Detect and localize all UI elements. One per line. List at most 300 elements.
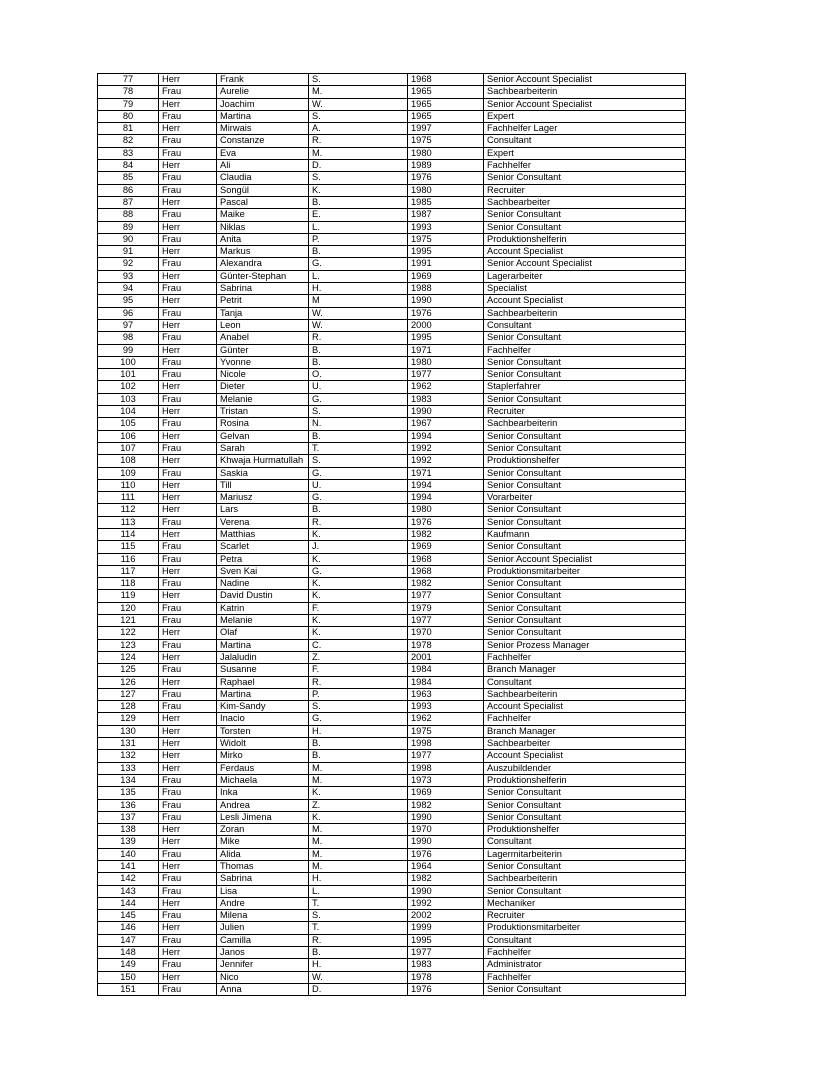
birth-year-cell: 1971 xyxy=(408,344,484,356)
position-cell: Account Specialist xyxy=(484,246,686,258)
salutation-cell: Frau xyxy=(159,873,217,885)
salutation-cell: Frau xyxy=(159,147,217,159)
salutation-cell: Frau xyxy=(159,369,217,381)
birth-year-cell: 1994 xyxy=(408,492,484,504)
position-cell: Administrator xyxy=(484,959,686,971)
position-cell: Branch Manager xyxy=(484,725,686,737)
last-name-initial-cell: G. xyxy=(309,258,408,270)
birth-year-cell: 1970 xyxy=(408,824,484,836)
birth-year-cell: 1967 xyxy=(408,418,484,430)
salutation-cell: Herr xyxy=(159,492,217,504)
last-name-initial-cell: M. xyxy=(309,848,408,860)
salutation-cell: Herr xyxy=(159,270,217,282)
row-number-cell: 124 xyxy=(98,651,159,663)
last-name-initial-cell: W. xyxy=(309,98,408,110)
first-name-cell: Anabel xyxy=(217,332,309,344)
position-cell: Branch Manager xyxy=(484,664,686,676)
position-cell: Consultant xyxy=(484,676,686,688)
position-cell: Sachbearbeiter xyxy=(484,196,686,208)
row-number-cell: 82 xyxy=(98,135,159,147)
salutation-cell: Frau xyxy=(159,934,217,946)
birth-year-cell: 1995 xyxy=(408,934,484,946)
last-name-initial-cell: G. xyxy=(309,393,408,405)
table-row xyxy=(98,406,686,418)
row-number-cell: 122 xyxy=(98,627,159,639)
position-cell: Consultant xyxy=(484,934,686,946)
first-name-cell: Tanja xyxy=(217,307,309,319)
table-row xyxy=(98,319,686,331)
birth-year-cell: 1979 xyxy=(408,602,484,614)
position-cell: Senior Consultant xyxy=(484,332,686,344)
birth-year-cell: 1990 xyxy=(408,295,484,307)
position-cell: Fachhelfer Lager xyxy=(484,123,686,135)
salutation-cell: Herr xyxy=(159,98,217,110)
table-row xyxy=(98,455,686,467)
table-row xyxy=(98,492,686,504)
last-name-initial-cell: K. xyxy=(309,184,408,196)
last-name-initial-cell: U. xyxy=(309,479,408,491)
table-row xyxy=(98,295,686,307)
last-name-initial-cell: G. xyxy=(309,492,408,504)
row-number-cell: 89 xyxy=(98,221,159,233)
table-row xyxy=(98,713,686,725)
birth-year-cell: 1984 xyxy=(408,676,484,688)
first-name-cell: Michaela xyxy=(217,774,309,786)
salutation-cell: Herr xyxy=(159,196,217,208)
table-row xyxy=(98,627,686,639)
first-name-cell: Janos xyxy=(217,947,309,959)
position-cell: Senior Consultant xyxy=(484,541,686,553)
salutation-cell: Herr xyxy=(159,344,217,356)
table-row xyxy=(98,565,686,577)
first-name-cell: Ali xyxy=(217,160,309,172)
row-number-cell: 123 xyxy=(98,639,159,651)
table-row xyxy=(98,615,686,627)
position-cell: Account Specialist xyxy=(484,295,686,307)
birth-year-cell: 1976 xyxy=(408,516,484,528)
position-cell: Senior Consultant xyxy=(484,885,686,897)
birth-year-cell: 1993 xyxy=(408,701,484,713)
position-cell: Senior Consultant xyxy=(484,172,686,184)
salutation-cell: Frau xyxy=(159,442,217,454)
last-name-initial-cell: S. xyxy=(309,455,408,467)
position-cell: Senior Consultant xyxy=(484,356,686,368)
birth-year-cell: 1969 xyxy=(408,270,484,282)
salutation-cell: Frau xyxy=(159,787,217,799)
row-number-cell: 83 xyxy=(98,147,159,159)
salutation-cell: Frau xyxy=(159,110,217,122)
table-row xyxy=(98,258,686,270)
birth-year-cell: 1977 xyxy=(408,590,484,602)
salutation-cell: Herr xyxy=(159,528,217,540)
birth-year-cell: 1978 xyxy=(408,971,484,983)
table-row xyxy=(98,381,686,393)
salutation-cell: Frau xyxy=(159,418,217,430)
first-name-cell: Scarlet xyxy=(217,541,309,553)
first-name-cell: Inka xyxy=(217,787,309,799)
position-cell: Recruiter xyxy=(484,910,686,922)
row-number-cell: 98 xyxy=(98,332,159,344)
table-row xyxy=(98,74,686,86)
first-name-cell: Joachim xyxy=(217,98,309,110)
position-cell: Senior Consultant xyxy=(484,467,686,479)
first-name-cell: Inacio xyxy=(217,713,309,725)
first-name-cell: Torsten xyxy=(217,725,309,737)
row-number-cell: 78 xyxy=(98,86,159,98)
salutation-cell: Frau xyxy=(159,209,217,221)
table-row xyxy=(98,516,686,528)
first-name-cell: Anna xyxy=(217,983,309,995)
table-row xyxy=(98,270,686,282)
birth-year-cell: 1976 xyxy=(408,848,484,860)
table-row xyxy=(98,196,686,208)
row-number-cell: 149 xyxy=(98,959,159,971)
birth-year-cell: 1982 xyxy=(408,578,484,590)
last-name-initial-cell: K. xyxy=(309,615,408,627)
row-number-cell: 99 xyxy=(98,344,159,356)
position-cell: Sachbearbeiterin xyxy=(484,86,686,98)
first-name-cell: Julien xyxy=(217,922,309,934)
last-name-initial-cell: M. xyxy=(309,824,408,836)
salutation-cell: Herr xyxy=(159,590,217,602)
row-number-cell: 105 xyxy=(98,418,159,430)
salutation-cell: Frau xyxy=(159,184,217,196)
position-cell: Senior Account Specialist xyxy=(484,553,686,565)
table-row xyxy=(98,123,686,135)
salutation-cell: Herr xyxy=(159,160,217,172)
salutation-cell: Herr xyxy=(159,406,217,418)
salutation-cell: Frau xyxy=(159,848,217,860)
row-number-cell: 116 xyxy=(98,553,159,565)
table-row xyxy=(98,344,686,356)
first-name-cell: Aurelie xyxy=(217,86,309,98)
salutation-cell: Frau xyxy=(159,774,217,786)
first-name-cell: Jalaludin xyxy=(217,651,309,663)
row-number-cell: 133 xyxy=(98,762,159,774)
birth-year-cell: 1990 xyxy=(408,885,484,897)
salutation-cell: Frau xyxy=(159,541,217,553)
row-number-cell: 90 xyxy=(98,233,159,245)
first-name-cell: Anita xyxy=(217,233,309,245)
birth-year-cell: 1969 xyxy=(408,787,484,799)
last-name-initial-cell: K. xyxy=(309,590,408,602)
salutation-cell: Herr xyxy=(159,762,217,774)
first-name-cell: Claudia xyxy=(217,172,309,184)
first-name-cell: Susanne xyxy=(217,664,309,676)
salutation-cell: Frau xyxy=(159,356,217,368)
birth-year-cell: 1982 xyxy=(408,873,484,885)
birth-year-cell: 1987 xyxy=(408,209,484,221)
first-name-cell: Niklas xyxy=(217,221,309,233)
row-number-cell: 91 xyxy=(98,246,159,258)
position-cell: Fachhelfer xyxy=(484,651,686,663)
position-cell: Senior Consultant xyxy=(484,442,686,454)
salutation-cell: Herr xyxy=(159,479,217,491)
position-cell: Senior Consultant xyxy=(484,221,686,233)
last-name-initial-cell: J. xyxy=(309,541,408,553)
birth-year-cell: 1978 xyxy=(408,639,484,651)
birth-year-cell: 1975 xyxy=(408,725,484,737)
table-row xyxy=(98,467,686,479)
salutation-cell: Frau xyxy=(159,639,217,651)
position-cell: Senior Prozess Manager xyxy=(484,639,686,651)
table-row xyxy=(98,824,686,836)
row-number-cell: 126 xyxy=(98,676,159,688)
position-cell: Fachhelfer xyxy=(484,713,686,725)
table-row xyxy=(98,184,686,196)
table-row xyxy=(98,651,686,663)
first-name-cell: Martina xyxy=(217,639,309,651)
row-number-cell: 121 xyxy=(98,615,159,627)
position-cell: Consultant xyxy=(484,135,686,147)
first-name-cell: Zoran xyxy=(217,824,309,836)
first-name-cell: Pascal xyxy=(217,196,309,208)
first-name-cell: Milena xyxy=(217,910,309,922)
birth-year-cell: 1968 xyxy=(408,553,484,565)
salutation-cell: Herr xyxy=(159,725,217,737)
last-name-initial-cell: H. xyxy=(309,873,408,885)
position-cell: Senior Consultant xyxy=(484,983,686,995)
table-row xyxy=(98,787,686,799)
last-name-initial-cell: M. xyxy=(309,147,408,159)
table-row xyxy=(98,479,686,491)
salutation-cell: Herr xyxy=(159,319,217,331)
first-name-cell: Jennifer xyxy=(217,959,309,971)
salutation-cell: Herr xyxy=(159,651,217,663)
last-name-initial-cell: T. xyxy=(309,442,408,454)
position-cell: Produktionshelferin xyxy=(484,774,686,786)
position-cell: Auszubildender xyxy=(484,762,686,774)
position-cell: Sachbearbeiterin xyxy=(484,307,686,319)
position-cell: Sachbearbeiterin xyxy=(484,688,686,700)
salutation-cell: Herr xyxy=(159,713,217,725)
first-name-cell: Tristan xyxy=(217,406,309,418)
position-cell: Senior Consultant xyxy=(484,615,686,627)
birth-year-cell: 1977 xyxy=(408,615,484,627)
position-cell: Senior Consultant xyxy=(484,787,686,799)
last-name-initial-cell: B. xyxy=(309,430,408,442)
table-row xyxy=(98,442,686,454)
birth-year-cell: 1998 xyxy=(408,762,484,774)
table-row xyxy=(98,922,686,934)
first-name-cell: Melanie xyxy=(217,393,309,405)
last-name-initial-cell: P. xyxy=(309,688,408,700)
position-cell: Senior Consultant xyxy=(484,479,686,491)
row-number-cell: 92 xyxy=(98,258,159,270)
position-cell: Senior Consultant xyxy=(484,861,686,873)
row-number-cell: 128 xyxy=(98,701,159,713)
salutation-cell: Herr xyxy=(159,971,217,983)
row-number-cell: 134 xyxy=(98,774,159,786)
salutation-cell: Herr xyxy=(159,922,217,934)
row-number-cell: 111 xyxy=(98,492,159,504)
salutation-cell: Frau xyxy=(159,811,217,823)
salutation-cell: Herr xyxy=(159,627,217,639)
birth-year-cell: 1977 xyxy=(408,947,484,959)
last-name-initial-cell: U. xyxy=(309,381,408,393)
last-name-initial-cell: B. xyxy=(309,750,408,762)
position-cell: Account Specialist xyxy=(484,750,686,762)
row-number-cell: 119 xyxy=(98,590,159,602)
birth-year-cell: 1988 xyxy=(408,283,484,295)
first-name-cell: Sven Kai xyxy=(217,565,309,577)
last-name-initial-cell: S. xyxy=(309,406,408,418)
table-row xyxy=(98,233,686,245)
last-name-initial-cell: W. xyxy=(309,971,408,983)
row-number-cell: 87 xyxy=(98,196,159,208)
last-name-initial-cell: K. xyxy=(309,553,408,565)
last-name-initial-cell: K. xyxy=(309,627,408,639)
row-number-cell: 96 xyxy=(98,307,159,319)
first-name-cell: David Dustin xyxy=(217,590,309,602)
row-number-cell: 147 xyxy=(98,934,159,946)
salutation-cell: Herr xyxy=(159,246,217,258)
row-number-cell: 129 xyxy=(98,713,159,725)
position-cell: Senior Account Specialist xyxy=(484,98,686,110)
position-cell: Senior Consultant xyxy=(484,516,686,528)
birth-year-cell: 1992 xyxy=(408,455,484,467)
first-name-cell: Olaf xyxy=(217,627,309,639)
row-number-cell: 125 xyxy=(98,664,159,676)
salutation-cell: Herr xyxy=(159,738,217,750)
position-cell: Fachhelfer xyxy=(484,971,686,983)
employee-table-body xyxy=(98,74,686,996)
position-cell: Senior Consultant xyxy=(484,811,686,823)
birth-year-cell: 1994 xyxy=(408,430,484,442)
last-name-initial-cell: D. xyxy=(309,983,408,995)
salutation-cell: Frau xyxy=(159,516,217,528)
position-cell: Senior Consultant xyxy=(484,393,686,405)
first-name-cell: Petra xyxy=(217,553,309,565)
row-number-cell: 114 xyxy=(98,528,159,540)
first-name-cell: Nico xyxy=(217,971,309,983)
birth-year-cell: 1968 xyxy=(408,565,484,577)
table-row xyxy=(98,774,686,786)
birth-year-cell: 1983 xyxy=(408,393,484,405)
table-row xyxy=(98,209,686,221)
last-name-initial-cell: D. xyxy=(309,160,408,172)
position-cell: Senior Consultant xyxy=(484,590,686,602)
position-cell: Lagermitarbeiterin xyxy=(484,848,686,860)
last-name-initial-cell: Z. xyxy=(309,799,408,811)
last-name-initial-cell: H. xyxy=(309,725,408,737)
salutation-cell: Frau xyxy=(159,885,217,897)
birth-year-cell: 2002 xyxy=(408,910,484,922)
row-number-cell: 138 xyxy=(98,824,159,836)
birth-year-cell: 2000 xyxy=(408,319,484,331)
position-cell: Senior Account Specialist xyxy=(484,258,686,270)
last-name-initial-cell: M. xyxy=(309,86,408,98)
salutation-cell: Frau xyxy=(159,688,217,700)
birth-year-cell: 1975 xyxy=(408,135,484,147)
birth-year-cell: 1976 xyxy=(408,172,484,184)
birth-year-cell: 1998 xyxy=(408,738,484,750)
table-row xyxy=(98,369,686,381)
last-name-initial-cell: C. xyxy=(309,639,408,651)
birth-year-cell: 1962 xyxy=(408,713,484,725)
birth-year-cell: 1980 xyxy=(408,504,484,516)
first-name-cell: Rosina xyxy=(217,418,309,430)
birth-year-cell: 1994 xyxy=(408,479,484,491)
row-number-cell: 93 xyxy=(98,270,159,282)
table-row xyxy=(98,676,686,688)
row-number-cell: 127 xyxy=(98,688,159,700)
position-cell: Produktionshelferin xyxy=(484,233,686,245)
birth-year-cell: 2001 xyxy=(408,651,484,663)
table-row xyxy=(98,307,686,319)
first-name-cell: Günter-Stephan xyxy=(217,270,309,282)
last-name-initial-cell: G. xyxy=(309,713,408,725)
position-cell: Sachbearbeiterin xyxy=(484,418,686,430)
row-number-cell: 141 xyxy=(98,861,159,873)
first-name-cell: Martina xyxy=(217,688,309,700)
position-cell: Recruiter xyxy=(484,184,686,196)
row-number-cell: 139 xyxy=(98,836,159,848)
table-row xyxy=(98,430,686,442)
first-name-cell: Maike xyxy=(217,209,309,221)
row-number-cell: 110 xyxy=(98,479,159,491)
row-number-cell: 86 xyxy=(98,184,159,196)
last-name-initial-cell: B. xyxy=(309,504,408,516)
birth-year-cell: 1970 xyxy=(408,627,484,639)
row-number-cell: 131 xyxy=(98,738,159,750)
position-cell: Senior Account Specialist xyxy=(484,74,686,86)
row-number-cell: 146 xyxy=(98,922,159,934)
last-name-initial-cell: B. xyxy=(309,947,408,959)
table-row xyxy=(98,811,686,823)
salutation-cell: Frau xyxy=(159,307,217,319)
last-name-initial-cell: P. xyxy=(309,233,408,245)
table-row xyxy=(98,738,686,750)
table-row xyxy=(98,393,686,405)
table-row xyxy=(98,861,686,873)
table-row xyxy=(98,356,686,368)
first-name-cell: Camilla xyxy=(217,934,309,946)
last-name-initial-cell: M. xyxy=(309,861,408,873)
first-name-cell: Sabrina xyxy=(217,873,309,885)
last-name-initial-cell: S. xyxy=(309,74,408,86)
last-name-initial-cell: K. xyxy=(309,811,408,823)
birth-year-cell: 1991 xyxy=(408,258,484,270)
first-name-cell: Songül xyxy=(217,184,309,196)
table-row xyxy=(98,983,686,995)
birth-year-cell: 1968 xyxy=(408,74,484,86)
salutation-cell: Frau xyxy=(159,983,217,995)
row-number-cell: 112 xyxy=(98,504,159,516)
salutation-cell: Herr xyxy=(159,430,217,442)
table-row xyxy=(98,848,686,860)
row-number-cell: 101 xyxy=(98,369,159,381)
birth-year-cell: 1980 xyxy=(408,147,484,159)
first-name-cell: Mike xyxy=(217,836,309,848)
first-name-cell: Martina xyxy=(217,110,309,122)
last-name-initial-cell: B. xyxy=(309,196,408,208)
salutation-cell: Herr xyxy=(159,750,217,762)
birth-year-cell: 1982 xyxy=(408,799,484,811)
salutation-cell: Frau xyxy=(159,602,217,614)
position-cell: Produktionsmitarbeiter xyxy=(484,565,686,577)
row-number-cell: 115 xyxy=(98,541,159,553)
position-cell: Lagerarbeiter xyxy=(484,270,686,282)
salutation-cell: Frau xyxy=(159,959,217,971)
position-cell: Senior Consultant xyxy=(484,799,686,811)
last-name-initial-cell: M. xyxy=(309,774,408,786)
last-name-initial-cell: T. xyxy=(309,922,408,934)
last-name-initial-cell: K. xyxy=(309,578,408,590)
first-name-cell: Ferdaus xyxy=(217,762,309,774)
birth-year-cell: 1971 xyxy=(408,467,484,479)
birth-year-cell: 1976 xyxy=(408,307,484,319)
